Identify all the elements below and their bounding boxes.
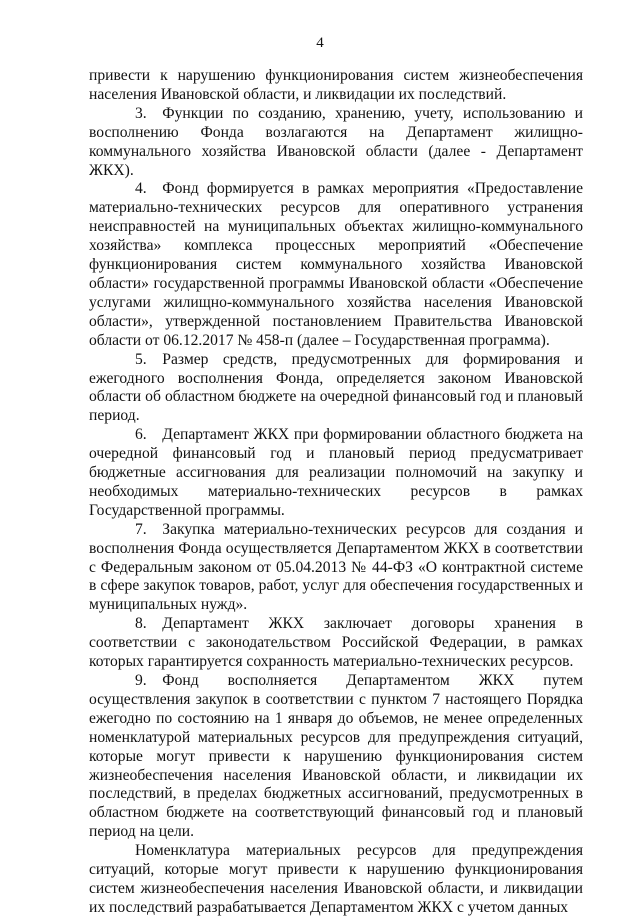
paragraph-item-3: 3. Функции по созданию, хранению, учету, использованию и восполнению Фонда возлагаются на Департамент жилищно-коммунального хозяйства Ивановской области (далее - Департамент ЖКХ). (89, 104, 583, 179)
paragraph-nomenclature: Номенклатура материальных ресурсов для предупреждения ситуаций, которые могут привести к нарушению функционирования систем жизнеобеспечения населения Ивановской области, и ликвидации их последствий разрабатывается Департаментом ЖКХ с учетом данных (89, 842, 583, 916)
paragraph-item-6: 6. Департамент ЖКХ при формировании областного бюджета на очередной финансовый год и плановый период предусматривает бюджетные ассигнования для реализации полномочий на закупку и необходимых материально-технических ресурсов в рамках Государственной программы. (89, 426, 583, 519)
paragraph-item-9: 9. Фонд восполняется Департаментом ЖКХ путем осуществления закупок в соответствии с пунктом 7 настоящего Порядка ежегодно по состоянию на 1 января до объемов, не менее определенных номенклатурой материальных ресурсов для предупреждения ситуаций, которые могут привести к нарушению функционирования систем жизнеобеспечения населения Ивановской области, и ликвидации их последствий, в пределах бюджетных ассигнований, предусмотренных в областном бюджете на соответствующий финансовый год и плановый период на цели. (89, 672, 583, 841)
paragraph-item-8: 8. Департамент ЖКХ заключает договоры хранения в соответствии с законодательством Российской Федерации, в рамках которых гарантируется сохранность материально-технических ресурсов. (89, 615, 583, 671)
document-body (89, 67, 583, 918)
paragraph-item-5: 5. Размер средств, предусмотренных для формирования и ежегодного восполнения Фонда, определяется законом Ивановской области об областном бюджете на очередной финансовый год и плановый период. (89, 350, 583, 425)
paragraph-continued: привести к нарушению функционирования систем жизнеобеспечения населения Ивановской области, и ликвидации их последствий. (89, 67, 583, 103)
paragraph-item-4: 4. Фонд формируется в рамках мероприятия «Предоставление материально-технических ресурсов для оперативного устранения неисправностей на муниципальных объектах жилищно-коммунального хозяйства» комплекса процессных мероприятий «Обеспечение функционирования систем коммунального хозяйства Ивановской области» государственной программы Ивановской области «Обеспечение услугами жилищно-коммунального хозяйства населения Ивановской области», утвержденной постановлением Правительства Ивановской области от 06.12.2017 № 458-п (далее – Государственная программа). (89, 180, 583, 349)
page-number: 4 (316, 35, 324, 51)
paragraph-item-7: 7. Закупка материально-технических ресурсов для создания и восполнения Фонда осуществляется Департаментом ЖКХ в соответствии с Федеральным законом от 05.04.2013 № 44-ФЗ «О контрактной системе в сфере закупок товаров, работ, услуг для обеспечения государственных и муниципальных нужд». (89, 520, 583, 614)
